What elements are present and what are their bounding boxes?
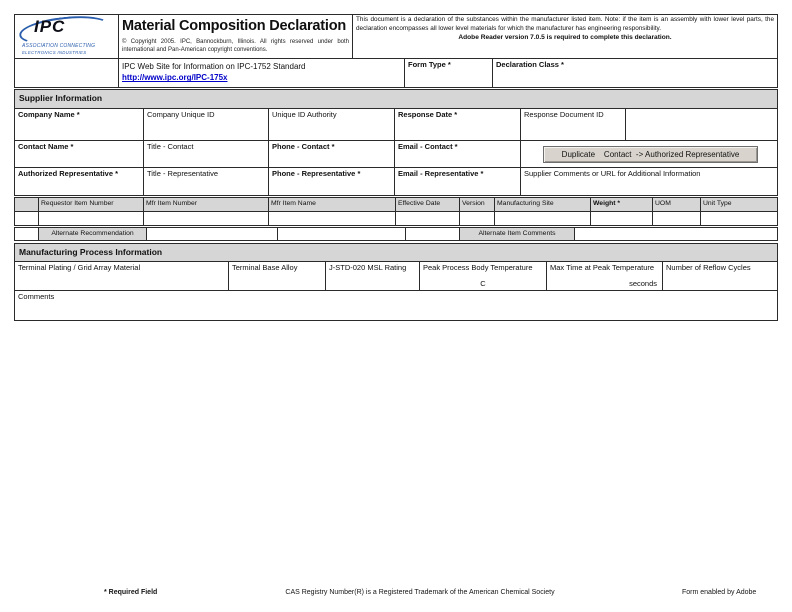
alternate-recommendation-label: Alternate Recommendation (38, 227, 147, 241)
copyright-text: © Copyright 2005. IPC, Bannockburn, Illinois. All rights reserved under both international and Pan-American copyright conventions. (122, 38, 349, 53)
form-type-field[interactable] (404, 58, 493, 88)
title-representative-label: Title - Representative (147, 169, 219, 178)
ipc-logo (14, 14, 119, 59)
response-date-field[interactable] (394, 108, 521, 141)
title-contact-field[interactable] (143, 140, 269, 168)
max-time-at-peak-temperature-field[interactable] (546, 261, 663, 291)
item-row-mfr-item-number-field[interactable] (143, 211, 269, 226)
declaration-class-field[interactable] (492, 58, 778, 88)
ipc-logo-text: IPC (34, 17, 66, 36)
adobe-reader-note: Adobe Reader version 7.0.5 is required to complete this declaration. (458, 34, 672, 42)
contact-name-field[interactable] (14, 140, 144, 168)
ipc-website-link[interactable]: http://www.ipc.org/IPC-175x (122, 73, 228, 83)
response-document-id-field[interactable] (520, 108, 626, 141)
phone-contact-label: Phone - Contact * (272, 142, 335, 151)
item-col-uom: UOM (652, 197, 701, 212)
supplier-comments-label: Supplier Comments or URL for Additional Information (524, 169, 701, 178)
item-col-weight: Weight * (590, 197, 653, 212)
email-representative-label: Email - Representative * (398, 169, 484, 178)
number-of-reflow-cycles-label: Number of Reflow Cycles (666, 263, 751, 272)
item-col-unit-type: Unit Type (700, 197, 778, 212)
logo-spacer-cell (14, 58, 119, 88)
required-field-note: * Required Field (104, 589, 158, 596)
ipc-logo-tagline2: ELECTRONICS INDUSTRIES (22, 50, 87, 55)
alternate-row-selector-cell[interactable] (14, 227, 39, 241)
page-title: Material Composition Declaration (122, 18, 347, 34)
title-cell (118, 14, 353, 59)
phone-representative-field[interactable] (268, 167, 395, 196)
item-row-version-field[interactable] (459, 211, 495, 226)
manufacturing-comments-field[interactable] (14, 290, 778, 321)
phone-contact-field[interactable] (268, 140, 395, 168)
item-row-mfr-item-name-field[interactable] (268, 211, 396, 226)
website-cell (118, 58, 405, 88)
peak-process-body-temperature-field[interactable] (419, 261, 547, 291)
terminal-base-alloy-field[interactable] (228, 261, 326, 291)
item-row-manufacturing-site-field[interactable] (494, 211, 591, 226)
form-type-label: Form Type * (408, 60, 451, 69)
company-unique-id-label: Company Unique ID (147, 110, 215, 119)
item-col-mfr-item-name: Mfr Item Name (268, 197, 396, 212)
peak-process-body-temperature-label: Peak Process Body Temperature (423, 263, 533, 272)
title-contact-label: Title - Contact (147, 142, 194, 151)
unique-id-authority-label: Unique ID Authority (272, 110, 337, 119)
item-row-weight-field[interactable] (590, 211, 653, 226)
title-representative-field[interactable] (143, 167, 269, 196)
item-row-uom-field[interactable] (652, 211, 701, 226)
alternate-recommendation-field-3[interactable] (405, 227, 460, 241)
item-col-row-selector (14, 197, 39, 212)
item-row-selector-cell[interactable] (14, 211, 39, 226)
alternate-item-comments-field[interactable] (574, 227, 778, 241)
terminal-plating-field[interactable] (14, 261, 229, 291)
item-col-effective-date: Effective Date (395, 197, 460, 212)
contact-name-label: Contact Name * (18, 142, 74, 151)
alternate-item-comments-label: Alternate Item Comments (459, 227, 575, 241)
authorized-representative-field[interactable] (14, 167, 144, 196)
alternate-recommendation-field-2[interactable] (277, 227, 406, 241)
manufacturing-comments-label: Comments (18, 292, 55, 301)
msl-rating-label: J-STD-020 MSL Rating (329, 263, 407, 272)
terminal-base-alloy-label: Terminal Base Alloy (232, 263, 298, 272)
terminal-plating-label: Terminal Plating / Grid Array Material (18, 263, 141, 272)
response-date-label: Response Date * (398, 110, 458, 119)
declaration-class-label: Declaration Class * (496, 60, 564, 69)
website-label: IPC Web Site for Information on IPC-1752 Standard (122, 62, 306, 71)
company-name-field[interactable] (14, 108, 144, 141)
supplier-comments-field[interactable] (520, 167, 778, 196)
alternate-recommendation-field-1[interactable] (146, 227, 278, 241)
company-unique-id-field[interactable] (143, 108, 269, 141)
email-contact-label: Email - Contact * (398, 142, 458, 151)
form-description: This document is a declaration of the substances within the manufacturer listed item. Note: if the item is an assembly with lower level parts, the declaration encompasses all lower level materials for which the manufacturer has engineering responsibility. (356, 16, 774, 32)
email-contact-field[interactable] (394, 140, 521, 168)
item-col-mfr-item-number: Mfr Item Number (143, 197, 269, 212)
phone-representative-label: Phone - Representative * (272, 169, 361, 178)
duplicate-contact-button[interactable]: Duplicate Contact -> Authorized Representative (543, 146, 758, 163)
item-row-requester-item-number-field[interactable] (38, 211, 144, 226)
description-cell (352, 14, 778, 59)
supplier-row1-empty-cell (625, 108, 778, 141)
email-representative-field[interactable] (394, 167, 521, 196)
supplier-information-section-header: Supplier Information (14, 89, 778, 109)
ipc-logo-tagline1: ASSOCIATION CONNECTING (22, 43, 96, 49)
item-row-unit-type-field[interactable] (700, 211, 778, 226)
number-of-reflow-cycles-field[interactable] (662, 261, 778, 291)
company-name-label: Company Name * (18, 110, 80, 119)
peak-temperature-unit: C (480, 278, 486, 288)
item-col-version: Version (459, 197, 495, 212)
cas-registry-note: CAS Registry Number(R) is a Registered Trademark of the American Chemical Society (285, 589, 555, 596)
item-row-effective-date-field[interactable] (395, 211, 460, 226)
msl-rating-field[interactable] (325, 261, 420, 291)
item-col-requester-item-number: Requestor Item Number (38, 197, 144, 212)
manufacturing-process-section-header: Manufacturing Process Information (14, 243, 778, 262)
max-time-unit: seconds (629, 278, 657, 288)
item-col-manufacturing-site: Manufacturing Site (494, 197, 591, 212)
unique-id-authority-field[interactable] (268, 108, 395, 141)
form-enabled-by-adobe-note: Form enabled by Adobe (682, 589, 757, 596)
authorized-representative-label: Authorized Representative * (18, 169, 119, 178)
max-time-at-peak-temperature-label: Max Time at Peak Temperature (550, 263, 655, 272)
response-document-id-label: Response Document ID (524, 110, 604, 119)
